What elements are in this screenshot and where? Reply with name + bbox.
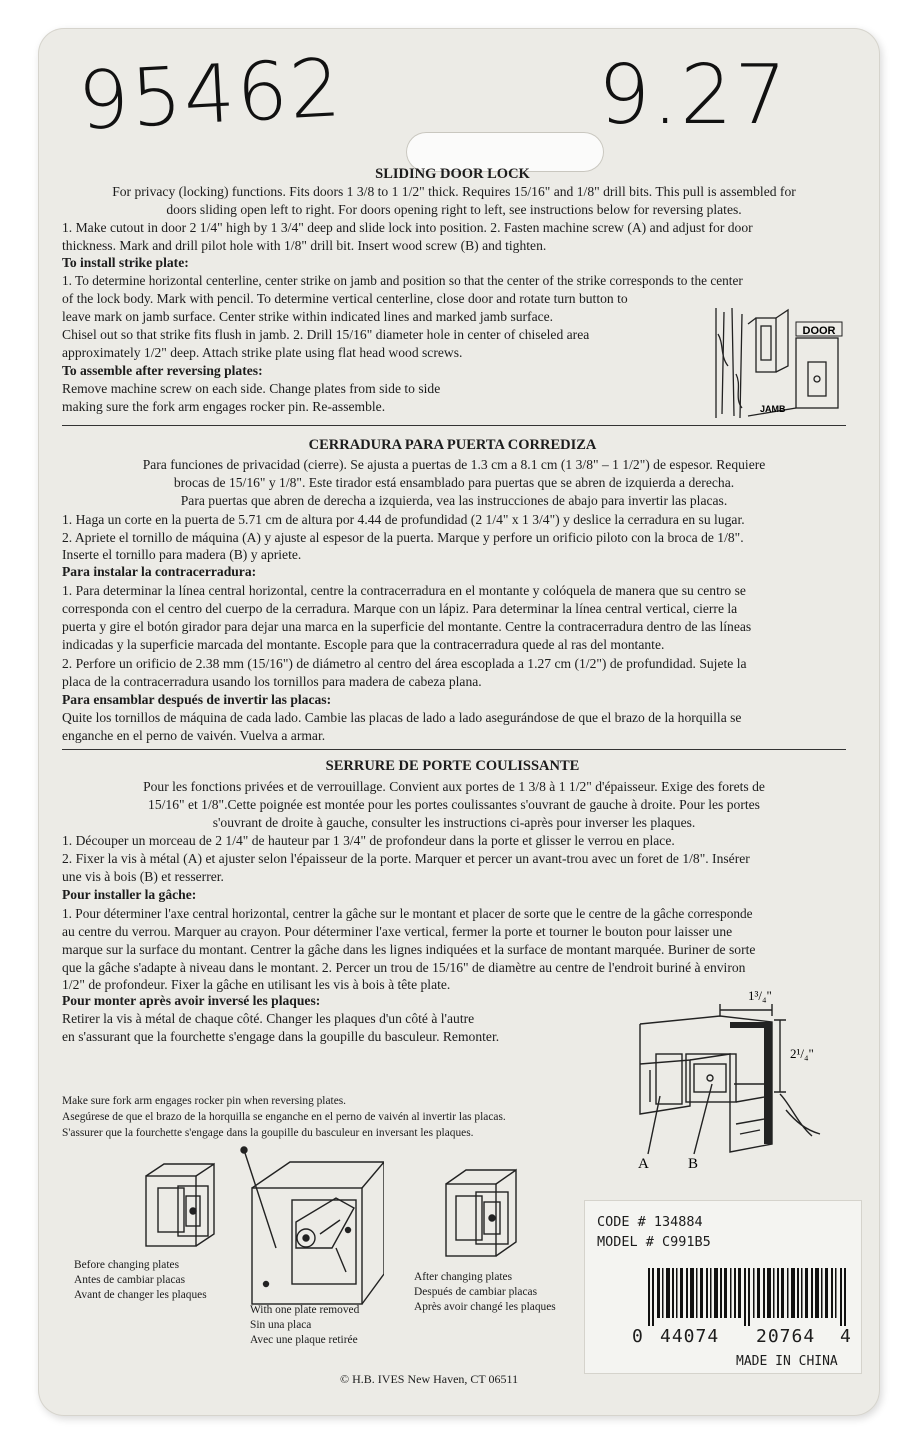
note-english: Make sure fork arm engages rocker pin when reversing plates. — [62, 1095, 347, 1107]
french-strike-4: que la gâche s'adapte à niveau dans le montant. 2. Percer un trou de 15/16" de diamètre au centre de l'endroit buriné à environ — [62, 960, 746, 975]
caption-before-fr: Avant de changer les plaques — [74, 1289, 207, 1301]
copyright-footer: © H.B. IVES New Haven, CT 06511 — [340, 1372, 519, 1386]
english-strike-5: approximately 1/2" deep. Attach strike plate using flat head wood screws. — [62, 345, 463, 360]
caption-before-es: Antes de cambiar placas — [74, 1274, 186, 1286]
spanish-reverse-heading: Para ensamblar después de invertir las placas: — [62, 692, 332, 707]
one-plate-removed-illustration — [236, 1138, 384, 1310]
caption-after-en: After changing plates — [414, 1271, 513, 1283]
before-plates-illustration — [140, 1158, 226, 1254]
french-intro-1: Pour les fonctions privées et de verrouillage. Convient aux portes de 1 3/8 à 1 1/2" d'épaisseur. Exige des forets de — [143, 779, 765, 794]
english-strike-1: 1. To determine horizontal centerline, center strike on jamb and position so that the center of the strike corresponds to the center — [62, 273, 743, 288]
english-title: SLIDING DOOR LOCK — [375, 166, 530, 182]
door-label: DOOR — [802, 325, 836, 337]
english-strike-3: leave mark on jamb surface. Center strike within indicated lines and marked jamb surface. — [62, 309, 554, 324]
english-step-1b: thickness. Mark and drill pilot hole with 1/8" drill bit. Insert wood screw (B) and tighten. — [62, 238, 547, 253]
label-a: A — [638, 1156, 649, 1172]
english-strike-heading: To install strike plate: — [62, 255, 189, 270]
note-spanish: Asegúrese de que el brazo de la horquilla se enganche en el perno de vaivén al invertir las placas. — [62, 1111, 506, 1123]
spanish-intro-2: brocas de 15/16" y 1/8". Este tirador está ensamblado para puertas que se abren de izquierda a derecha. — [173, 475, 735, 490]
spanish-strike-6: placa de la contracerradura usando los tornillos para madera de cabeza plana. — [62, 674, 482, 689]
door-jamb-illustration — [712, 304, 846, 422]
spanish-intro-3: Para puertas que abren de derecha a izquierda, vea las instrucciones de abajo para invertir las placas. — [180, 493, 728, 508]
handwritten-number: 95462 — [75, 41, 345, 148]
spanish-strike-4: indicadas y la superficie marcada del montante. Escople para que la contracerradura quede al ras del montante. — [62, 637, 665, 652]
divider-2 — [62, 749, 846, 750]
barcode-digits-right: 20764 — [756, 1326, 816, 1347]
spanish-title: CERRADURA PARA PUERTA CORREDIZA — [308, 437, 597, 453]
made-in-label: MADE IN CHINA — [736, 1354, 838, 1369]
dimension-width-label: 1³/₄" — [748, 988, 772, 1003]
french-reverse-1: Retirer la vis à métal de chaque côté. Changer les plaques d'un côté à l'autre — [62, 1011, 475, 1026]
french-strike-5: 1/2" de profondeur. Fixer la gâche en utilisant les vis à bois à tête plate. — [62, 977, 451, 992]
barcode-digit-first: 0 — [632, 1326, 644, 1347]
french-intro-3: s'ouvrant de droite à gauche, consulter les instructions ci-après pour inverser les plaques. — [212, 815, 696, 830]
caption-before-en: Before changing plates — [74, 1259, 180, 1271]
french-intro-2: 15/16" et 1/8".Cette poignée est montée pour les portes coulissantes s'ouvrant de gauche à droite. Pour les portes — [148, 797, 760, 812]
english-reverse-2: making sure the fork arm engages rocker pin. Re-assemble. — [62, 399, 386, 414]
french-reverse-heading: Pour monter après avoir inversé les plaques: — [62, 993, 321, 1008]
spanish-strike-3: puerta y gire el botón girador para dejar una marca en la superficie del montante. Centre la contracerradura dentro de las líneas — [62, 619, 752, 634]
product-model: MODEL # C991B5 — [597, 1234, 711, 1250]
product-code: CODE # 134884 — [597, 1214, 703, 1230]
spanish-step-2b: Inserte el tornillo para madera (B) y apriete. — [62, 547, 302, 562]
french-title: SERRURE DE PORTE COULISSANTE — [325, 758, 580, 774]
english-intro-2: doors sliding open left to right. For doors opening right to left, see instructions below for reversing plates. — [166, 202, 742, 217]
french-strike-3: marque sur la surface du montant. Centrer la gâche dans les lignes indiquées et la surface de montant marquée. Buriner de sorte — [62, 942, 756, 957]
english-intro-1: For privacy (locking) functions. Fits doors 1 3/8 to 1 1/2" thick. Requires 15/16" and 1/8" drill bits. This pull is assembled for — [112, 184, 796, 199]
spanish-strike-heading: Para instalar la contracerradura: — [62, 564, 257, 579]
label-b: B — [688, 1156, 699, 1172]
spanish-intro-1: Para funciones de privacidad (cierre). Se ajusta a puertas de 1.3 cm a 8.1 cm (1 3/8" – 1 1/2") de espesor. Requiere — [142, 457, 766, 472]
divider-1 — [62, 425, 846, 426]
english-strike-4: Chisel out so that strike fits flush in jamb. 2. Drill 15/16" diameter hole in center of chiseled area — [62, 327, 590, 342]
french-strike-heading: Pour installer la gâche: — [62, 887, 197, 902]
note-french: S'assurer que la fourchette s'engage dans la goupille du basculeur en inversant les plaques. — [62, 1127, 474, 1139]
caption-after-es: Después de cambiar placas — [414, 1286, 538, 1298]
english-reverse-1: Remove machine screw on each side. Change plates from side to side — [62, 381, 441, 396]
spanish-reverse-1: Quite los tornillos de máquina de cada lado. Cambie las placas de lado a lado asegurándose de que el brazo de la horquilla se — [62, 710, 742, 725]
cutout-dimension-diagram — [630, 984, 850, 1174]
dimension-height-label: 2¹/₄" — [790, 1046, 814, 1061]
spanish-step-1: 1. Haga un corte en la puerta de 5.71 cm de altura por 4.44 de profundidad (2 1/4" x 1 3/4") y deslice la cerradura en su lugar. — [62, 512, 745, 527]
english-strike-2: of the lock body. Mark with pencil. To determine vertical centerline, close door and rotate turn button to — [62, 291, 628, 306]
barcode-icon — [648, 1268, 848, 1326]
french-step-2b: une vis à bois (B) et resserrer. — [62, 869, 224, 884]
french-reverse-2: en s'assurant que la fourchette s'engage dans la goupille du basculeur. Remonter. — [62, 1029, 500, 1044]
spanish-strike-5: 2. Perfore un orificio de 2.38 mm (15/16") de diámetro al centro del área escoplada a 1.27 cm (1/2") de profundidad. Sujete la — [62, 656, 747, 671]
barcode-digit-last: 4 — [840, 1326, 852, 1347]
caption-removed-es: Sin una placa — [250, 1319, 312, 1331]
after-plates-illustration — [440, 1164, 528, 1264]
caption-removed-en: With one plate removed — [250, 1304, 360, 1316]
jamb-label: JAMB — [760, 404, 786, 414]
french-strike-1: 1. Pour déterminer l'axe central horizontal, centrer la gâche sur le montant et placer de sorte que le centre de la gâche corresponde — [62, 906, 753, 921]
english-reverse-heading: To assemble after reversing plates: — [62, 363, 263, 378]
french-step-2a: 2. Fixer la vis à métal (A) et ajuster selon l'épaisseur de la porte. Marquer et percer un avant-trou avec un foret de 1/8". Insérer — [62, 851, 750, 866]
spanish-step-2a: 2. Apriete el tornillo de máquina (A) y ajuste al espesor de la puerta. Marque y perfore un orificio piloto con la broca de 1/8". — [62, 530, 744, 545]
barcode-digits-left: 44074 — [660, 1326, 720, 1347]
spanish-strike-2: corresponda con el centro del cuerpo de la cerradura. Marque con un lápiz. Para determinar la línea central vertical, cierre la — [62, 601, 738, 616]
spanish-reverse-2: enganche en el perno de vaivén. Vuelva a armar. — [62, 728, 326, 743]
spanish-strike-1: 1. Para determinar la línea central horizontal, centre la contracerradura en el montante y colóquela de manera que su centro se — [62, 583, 746, 598]
french-strike-2: au centre du verrou. Marquer au crayon. Pour déterminer l'axe vertical, fermer la porte et tourner le bouton pour laisser une — [62, 924, 733, 939]
caption-after-fr: Après avoir changé les plaques — [414, 1301, 556, 1313]
caption-removed-fr: Avec une plaque retirée — [250, 1334, 358, 1346]
english-step-1a: 1. Make cutout in door 2 1/4" high by 1 3/4" deep and slide lock into position. 2. Fasten machine screw (A) and adjust for door — [62, 220, 753, 235]
handwritten-price: 9.27 — [598, 48, 789, 143]
french-step-1: 1. Découper un morceau de 2 1/4" de hauteur par 1 3/4" de profondeur dans la porte et glisser le verrou en place. — [62, 833, 675, 848]
